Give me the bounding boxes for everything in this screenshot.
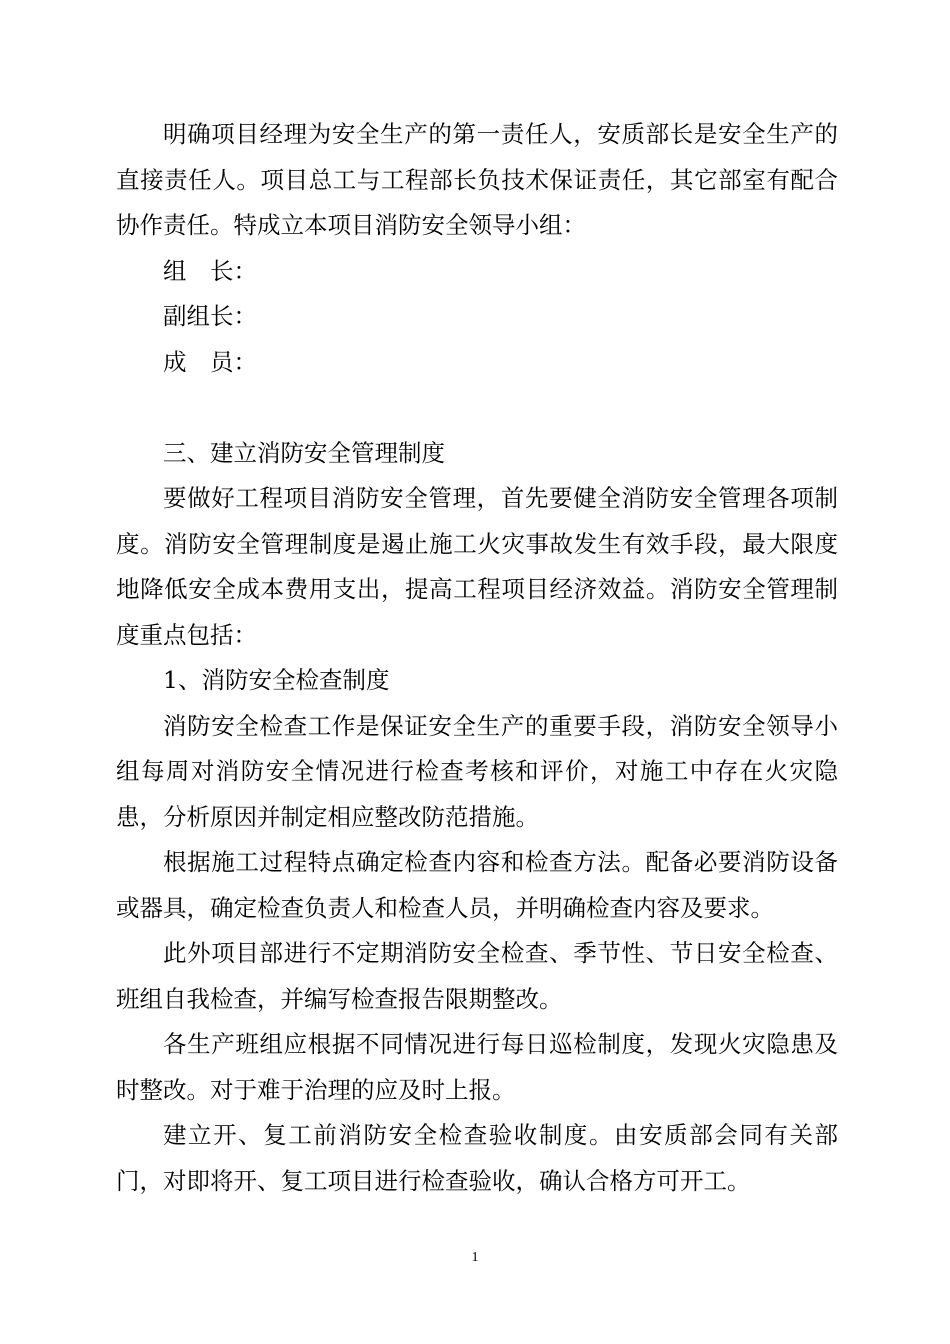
paragraph: 建立开、复工前消防安全检查验收制度。由安质部会同有关部门，对即将开、复工项目进行检查验收，确认合格方可开工。 — [116, 1121, 838, 1195]
blank-line — [116, 385, 838, 431]
section-heading: 三、建立消防安全管理制度 — [163, 438, 445, 467]
paragraph: 此外项目部进行不定期消防安全检查、季节性、节日安全检查、班组自我检查，并编写检查报告限期整改。 — [116, 939, 838, 1013]
document-body — [116, 112, 838, 1204]
paragraph: 明确项目经理为安全生产的第一责任人，安质部长是安全生产的直接责任人。项目总工与工程部长负技术保证责任，其它部室有配合协作责任。特成立本项目消防安全领导小组： — [116, 120, 838, 239]
paragraph: 根据施工过程特点确定检查内容和检查方法。配备必要消防设备或器具，确定检查负责人和检查人员，并明确检查内容及要求。 — [116, 848, 838, 922]
member-line: 成 员： — [163, 347, 257, 376]
subsection-heading: 1、消防安全检查制度 — [163, 666, 390, 694]
deputy-leader-line: 副组长： — [163, 302, 257, 330]
paragraph: 消防安全检查工作是保证安全生产的重要手段，消防安全领导小组每周对消防安全情况进行检查考核和评价，对施工中存在火灾隐患，分析原因并制定相应整改防范措施。 — [116, 711, 838, 831]
page-number: 1 — [471, 1250, 479, 1265]
paragraph: 各生产班组应根据不同情况进行每日巡检制度，发现火灾隐患及时整改。对于难于治理的应及时上报。 — [116, 1030, 838, 1104]
leader-line: 组 长： — [163, 256, 257, 285]
paragraph: 要做好工程项目消防安全管理，首先要健全消防安全管理各项制度。消防安全管理制度是遏止施工火灾事故发生有效手段，最大限度地降低安全成本费用支出，提高工程项目经济效益。消防安全管理制度重点包括： — [116, 484, 838, 649]
